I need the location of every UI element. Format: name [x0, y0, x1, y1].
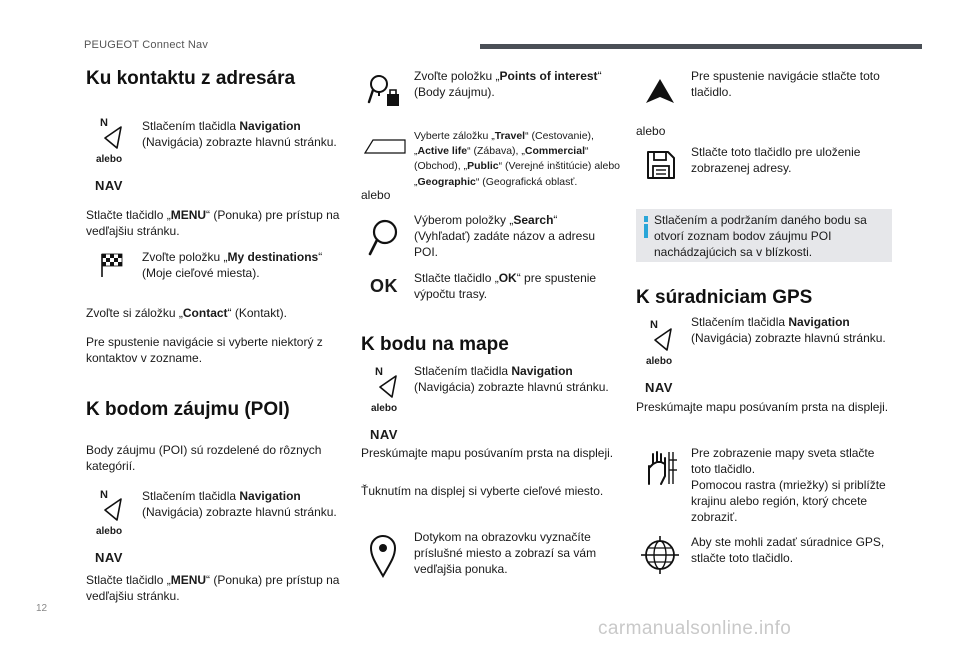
text-bold: MENU [170, 573, 207, 587]
instruction-contact-tab [86, 306, 346, 322]
text: (Navigácia) zobrazte hlavnú stránku. [142, 134, 337, 149]
nav-label: NAV [645, 380, 673, 395]
info-icon-bar [644, 224, 648, 238]
explore-map-text-2: Preskúmajte mapu posúvaním prsta na displeji. [636, 400, 889, 414]
instruction-touch: Dotykom na obrazovku vyznačíte príslušné miesto a zobrazí sa vám vedľajšia ponuka. [414, 530, 597, 576]
instruction-tabs [414, 129, 622, 190]
instruction-nav-3 [414, 364, 624, 396]
nav-n-letter: N [375, 366, 383, 378]
text: Pomocou rastra (mriežky) si priblížte krajinu alebo región, ktorý chcete zobraziť. [691, 477, 886, 524]
text: “ (Body záujmu). [414, 69, 602, 99]
info-box [636, 209, 892, 262]
text-bold: Contact [182, 306, 228, 320]
navigation-arrow-icon [653, 328, 673, 352]
section-title-gps: K súradniciam GPS [636, 287, 813, 308]
gps-globe-icon [641, 536, 679, 574]
search-icon [367, 218, 399, 258]
nav-label: NAV [95, 178, 123, 193]
text: Stlačením tlačidla [691, 315, 789, 329]
instruction-menu-2 [86, 573, 346, 605]
text-bold: Navigation [788, 315, 850, 329]
page-number: 12 [36, 603, 48, 614]
instruction-nav-2 [142, 489, 342, 521]
or-label: alebo [361, 188, 391, 202]
text: “ (Moje cieľové miesta). [142, 250, 323, 280]
poi-icon [367, 72, 403, 112]
nav-n-letter: N [650, 319, 658, 331]
instruction-destinations [142, 250, 342, 282]
tap-display-text: Ťuknutím na displej si vyberte cieľové miesto. [361, 484, 604, 498]
text-bold: Travel [494, 130, 526, 142]
nav-alebo-label: alebo [95, 154, 123, 165]
nav-button-icon-4 [636, 318, 682, 408]
instruction-nav-1 [142, 119, 342, 151]
nav-n-letter: N [100, 117, 108, 129]
text-bold: Public [467, 160, 499, 173]
hand-grid-icon [643, 450, 679, 486]
text-bold: Geographic [417, 175, 476, 188]
instruction-world-map [691, 446, 897, 526]
header-bar [480, 44, 922, 49]
nav-alebo-label: alebo [370, 403, 398, 414]
instruction-select-contact: Pre spustenie navigácie si vyberte niektorý z kontaktov v zozname. [86, 335, 323, 365]
text-bold: OK [498, 271, 517, 285]
text-bold: Search [513, 213, 554, 227]
brand-header: PEUGEOT Connect Nav [84, 39, 209, 51]
watermark: carmanualsonline.info [598, 618, 792, 639]
instruction-poi [414, 69, 624, 101]
location-pin-icon [369, 534, 397, 578]
text: Stlačením tlačidla [414, 364, 512, 378]
instruction-search [414, 213, 614, 261]
nav-n-letter: N [100, 489, 108, 501]
start-navigation-icon [645, 78, 675, 104]
nav-button-icon-2 [86, 488, 132, 578]
section-title-map-point: K bodu na mape [361, 334, 509, 355]
nav-alebo-label: alebo [95, 526, 123, 537]
text: “ (Kontakt). [227, 306, 287, 320]
text-bold: MENU [170, 208, 207, 222]
text: Zvoľte položku „ [414, 69, 500, 83]
text-bold: Commercial [524, 145, 585, 158]
nav-label: NAV [370, 427, 398, 442]
tab-shape-icon [364, 138, 406, 154]
poi-categories-text: Body záujmu (POI) sú rozdelené do rôznych kategórií. [86, 443, 322, 473]
text: (Navigácia) zobrazte hlavnú stránku. [691, 330, 886, 345]
text: Výberom položky „ [414, 213, 514, 227]
navigation-arrow-icon [378, 375, 398, 399]
checkered-flag-icon [100, 252, 124, 278]
text-bold: Navigation [239, 489, 301, 503]
text: “ (Ponuka) pre prístup na vedľajšiu stránku. [86, 573, 340, 603]
navigation-arrow-icon [103, 498, 123, 522]
text: Stlačte tlačidlo „ [86, 208, 171, 222]
text: Stlačte tlačidlo „ [414, 271, 499, 285]
text: Stlačením tlačidla [142, 119, 240, 133]
nav-button-icon-3 [361, 365, 407, 455]
text: (Navigácia) zobrazte hlavnú stránku. [414, 379, 609, 394]
text-bold: Navigation [511, 364, 573, 378]
info-icon-dot [644, 216, 648, 222]
text: “ (Obchod), „ [414, 145, 589, 173]
text: “ (Zábava), „ [467, 145, 525, 158]
text: “ (Verejné inštitúcie) alebo „ [414, 160, 621, 188]
ok-icon: OK [370, 276, 398, 296]
text-bold: My destinations [227, 250, 319, 264]
section-title-poi: K bodom záujmu (POI) [86, 399, 290, 420]
text: “ pre spustenie výpočtu trasy. [414, 271, 597, 301]
section-title-contacts: Ku kontaktu z adresára [86, 68, 296, 89]
instruction-nav-4 [691, 315, 891, 347]
save-floppy-icon [646, 150, 676, 180]
nav-alebo-label: alebo [645, 356, 673, 367]
instruction-start-nav: Pre spustenie navigácie stlačte toto tlačidlo. [691, 69, 880, 99]
text: Pre zobrazenie mapy sveta stlačte toto tlačidlo. [691, 446, 875, 476]
text: Zvoľte si záložku „ [86, 306, 183, 320]
info-text: Stlačením a podržaním daného bodu sa otvorí zoznam bodov záujmu POI nachádzajúcich sa v blízkosti. [654, 213, 867, 259]
text: “ (Vyhľadať) zadáte názov a adresu POI. [414, 213, 595, 259]
nav-label: NAV [95, 550, 123, 565]
or-label-2: alebo [636, 124, 666, 138]
explore-map-text: Preskúmajte mapu posúvaním prsta na displeji. [361, 446, 614, 460]
text: Stlačte tlačidlo „ [86, 573, 171, 587]
text-bold: Active life [417, 145, 468, 158]
instruction-save: Stlačte toto tlačidlo pre uloženie zobrazenej adresy. [691, 145, 861, 175]
text: “ (Ponuka) pre prístup na vedľajšiu stránku. [86, 208, 340, 238]
text: “ (Geografická oblasť. [475, 175, 578, 188]
text-bold: Points of interest [499, 69, 598, 83]
text-bold: Navigation [239, 119, 301, 133]
instruction-ok [414, 271, 614, 303]
text: Vyberte záložku „ [414, 130, 495, 142]
text: “ (Cestovanie), „ [414, 130, 594, 158]
nav-button-icon [86, 116, 132, 206]
text: (Navigácia) zobrazte hlavnú stránku. [142, 504, 337, 519]
navigation-arrow-icon [103, 126, 123, 150]
text: Zvoľte položku „ [142, 250, 228, 264]
instruction-menu-1 [86, 208, 346, 240]
instruction-gps: Aby ste mohli zadať súradnice GPS, stlačte toto tlačidlo. [691, 535, 885, 565]
text: Stlačením tlačidla [142, 489, 240, 503]
